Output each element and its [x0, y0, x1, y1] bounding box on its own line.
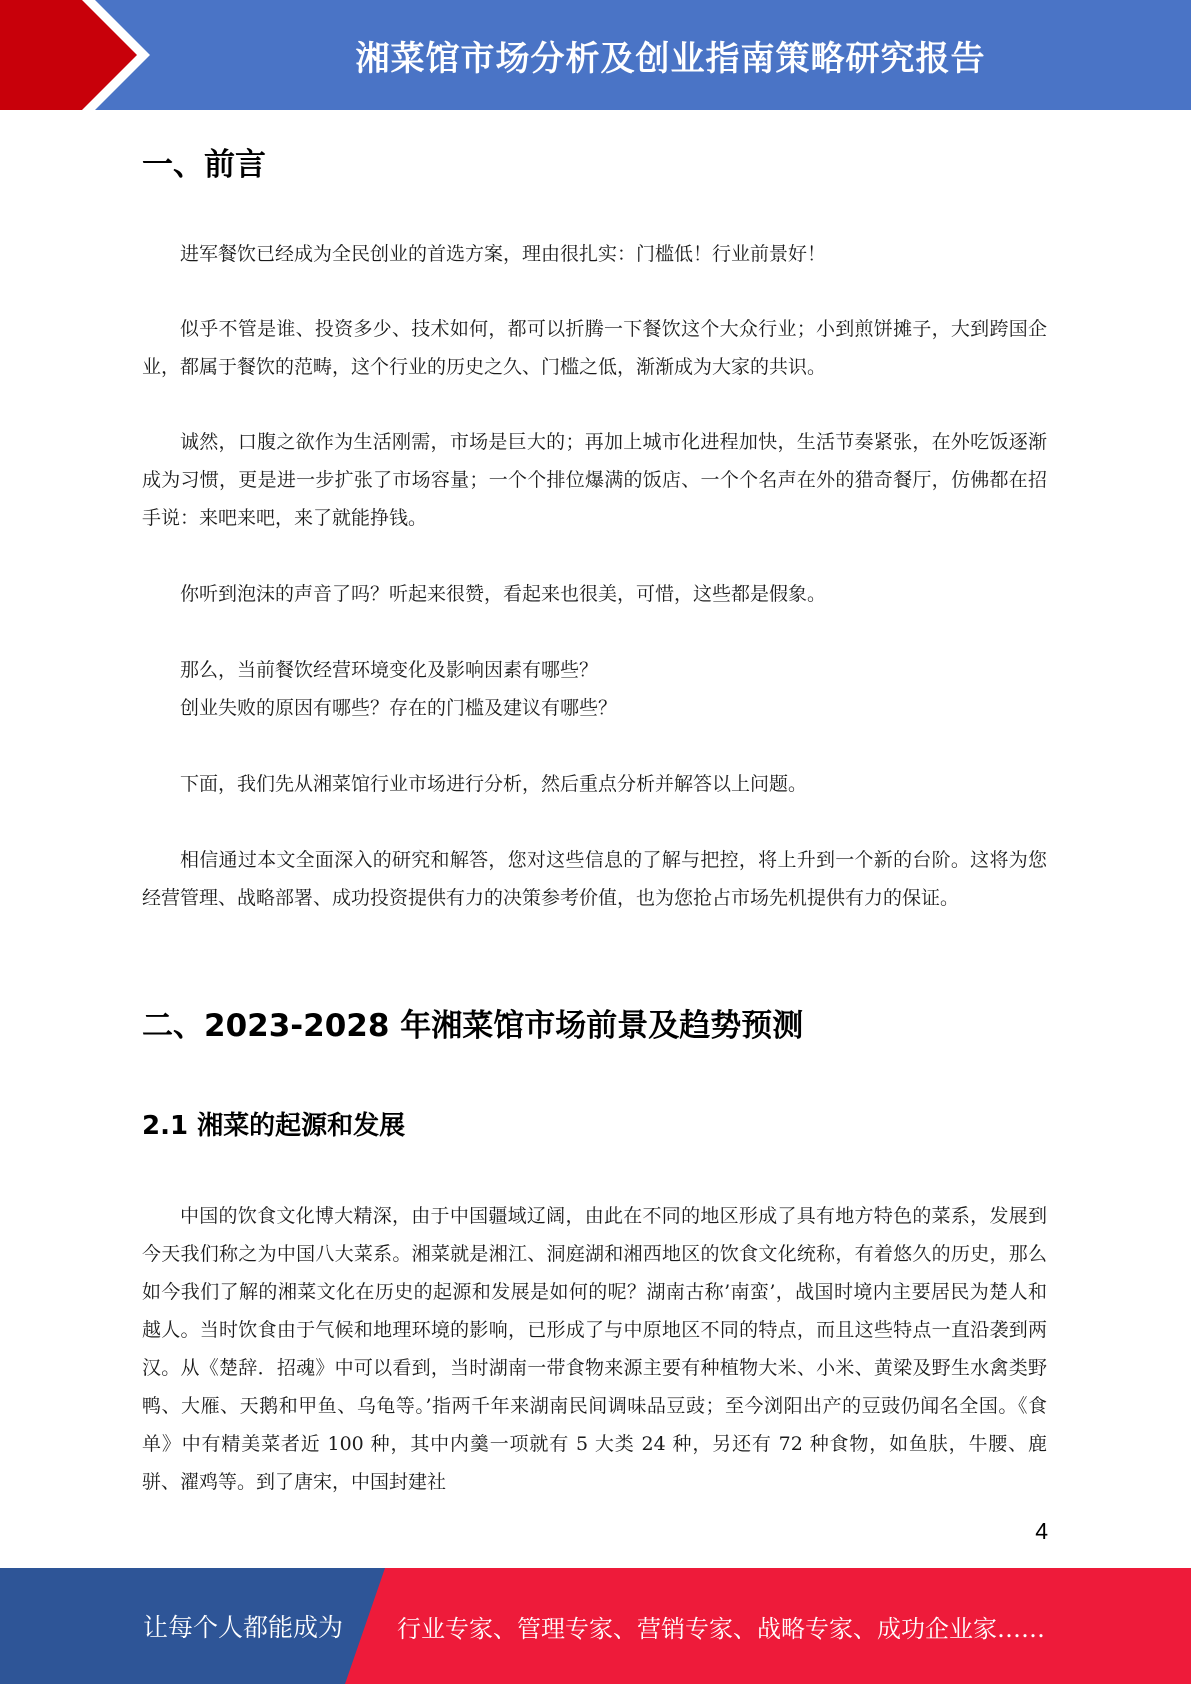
document-title: 湘菜馆市场分析及创业指南策略研究报告 — [355, 38, 986, 79]
paragraph: 创业失败的原因有哪些？存在的门槛及建议有哪些？ — [180, 697, 618, 719]
paragraph: 那么，当前餐饮经营环境变化及影响因素有哪些？ — [180, 659, 599, 681]
paragraph: 进军餐饮已经成为全民创业的首选方案，理由很扎实：门槛低！行业前景好！ — [180, 243, 827, 265]
page-number: 4 — [1035, 1518, 1048, 1544]
footer-slogan-right: 行业专家、管理专家、营销专家、战略专家、成功企业家…… — [397, 1614, 1045, 1643]
footer-slogan-left: 让每个人都能成为 — [143, 1613, 344, 1642]
paragraph: 诚然，口腹之欲作为生活刚需，市场是巨大的；再加上城市化进程加快，生活节奏紧张，在外吃饭逐渐成为习惯，更是进一步扩张了市场容量；一个个排位爆满的饭店、一个个名声在外的猎奇餐厅，仿佛都在招手说：来吧来吧，来了就能挣钱。 — [142, 431, 1047, 529]
header-chevron-decoration — [0, 0, 150, 110]
footer-banner — [0, 1568, 1191, 1684]
paragraph: 相信通过本文全面深入的研究和解答，您对这些信息的了解与把控，将上升到一个新的台阶。这将为您经营管理、战略部署、成功投资提供有力的决策参考价值，也为您抢占市场先机提供有力的保证。 — [142, 849, 1047, 909]
paragraph: 中国的饮食文化博大精深，由于中国疆域辽阔，由此在不同的地区形成了具有地方特色的菜系，发展到今天我们称之为中国八大菜系。湘菜就是湘江、洞庭湖和湘西地区的饮食文化统称，有着悠久的历史，那么如今我们了解的湘菜文化在历史的起源和发展是如何的呢？湖南古称’南蛮’，战国时境内主要居民为楚人和越人。当时饮食由于气候和地理环境的影响，已形成了与中原地区不同的特点，而且这些特点一直沿袭到两汉。从《楚辞．招魂》中可以看到，当时湖南一带食物来源主要有种植物大米、小米、黄梁及野生水禽类野鸭、大雁、天鹅和甲鱼、乌龟等。’指两千年来湖南民间调味品豆豉；至今浏阳出产的豆豉仍闻名全国。《食单》中有精美菜者近 100 种，其中内羹一项就有 5 大类 24 种，另还有 72 种食物，如鱼肤，牛腰、鹿骈、濯鸡等。到了唐宋，中国封建社 — [142, 1205, 1047, 1493]
paragraph: 你听到泡沫的声音了吗？听起来很赞，看起来也很美，可惜，这些都是假象。 — [180, 583, 827, 605]
paragraph: 下面，我们先从湘菜馆行业市场进行分析，然后重点分析并解答以上问题。 — [180, 773, 808, 795]
section-heading-preface: 一、前言 — [142, 147, 266, 183]
section-heading-forecast: 二、2023-2028 年湘菜馆市场前景及趋势预测 — [142, 1008, 804, 1044]
paragraph: 似乎不管是谁、投资多少、技术如何，都可以折腾一下餐饮这个大众行业；小到煎饼摊子，大到跨国企业，都属于餐饮的范畴，这个行业的历史之久、门槛之低，渐渐成为大家的共识。 — [142, 318, 1047, 378]
subsection-heading-origin: 2.1 湘菜的起源和发展 — [142, 1111, 406, 1141]
header-banner — [0, 0, 1191, 110]
